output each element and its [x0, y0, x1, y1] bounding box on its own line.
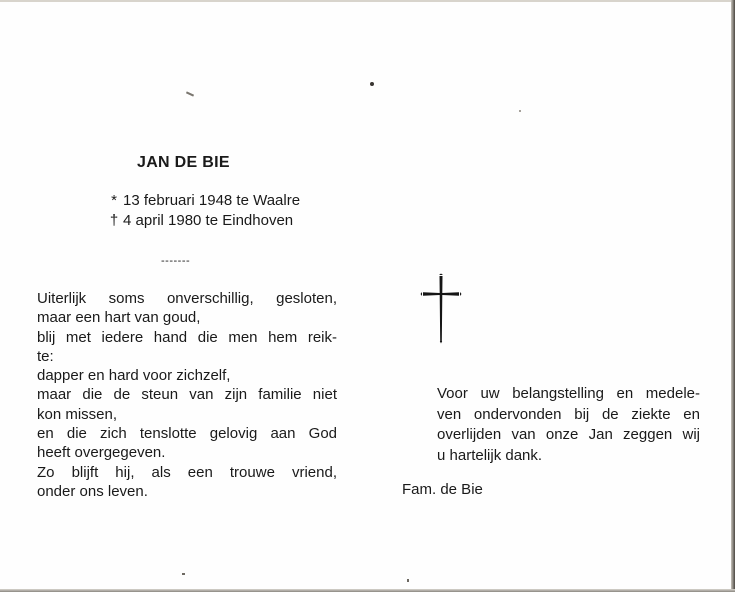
- print-speck: [182, 573, 185, 575]
- poem-line: en die zich tenslotte gelovig aan God: [37, 425, 337, 443]
- poem-line: Uiterlijk soms onverschillig, gesloten,: [37, 290, 337, 307]
- poem-line: heeft overgegeven.: [37, 444, 166, 462]
- birth-date-place: 13 februari 1948 te Waalre: [123, 192, 301, 209]
- poem-line: maar die de steun van zijn familie niet: [37, 386, 337, 404]
- print-speck: [407, 579, 409, 582]
- death-dagger-icon: †: [109, 212, 119, 229]
- card-right-edge: [731, 0, 735, 592]
- thanks-line: ven ondervonden bij de ziekte en: [437, 405, 700, 423]
- poem-line: dapper en hard voor zichzelf,: [37, 367, 231, 385]
- poem-line: blij met iedere hand die men hem reik-: [37, 328, 337, 346]
- poem-line: maar een hart van goud,: [37, 309, 201, 327]
- print-speck: [186, 91, 194, 96]
- print-speck: [370, 82, 374, 86]
- card-top-edge: [0, 0, 735, 2]
- thanks-line: Voor uw belangstelling en medele-: [437, 385, 700, 402]
- memorial-poem: [37, 289, 337, 501]
- poem-line: kon missen,: [37, 405, 118, 423]
- poem-line: te:: [37, 347, 54, 365]
- separator-dashes: -------: [161, 255, 191, 267]
- print-speck: [519, 110, 521, 112]
- poem-line: onder ons leven.: [37, 482, 148, 500]
- death-line: [107, 212, 293, 229]
- thanks-line: u hartelijk dank.: [437, 446, 543, 464]
- thanks-line: overlijden van onze Jan zeggen wij: [437, 426, 700, 443]
- deceased-name: JAN DE BIE: [137, 154, 230, 171]
- thanks-message: [437, 384, 700, 466]
- family-signature: Fam. de Bie: [402, 481, 483, 498]
- birth-line: [107, 192, 300, 209]
- death-date-place: 4 april 1980 te Eindhoven: [123, 212, 294, 229]
- birth-star-icon: *: [111, 192, 117, 209]
- latin-cross-icon: [419, 272, 463, 344]
- poem-line: Zo blijft hij, als een trouwe vriend,: [37, 463, 337, 481]
